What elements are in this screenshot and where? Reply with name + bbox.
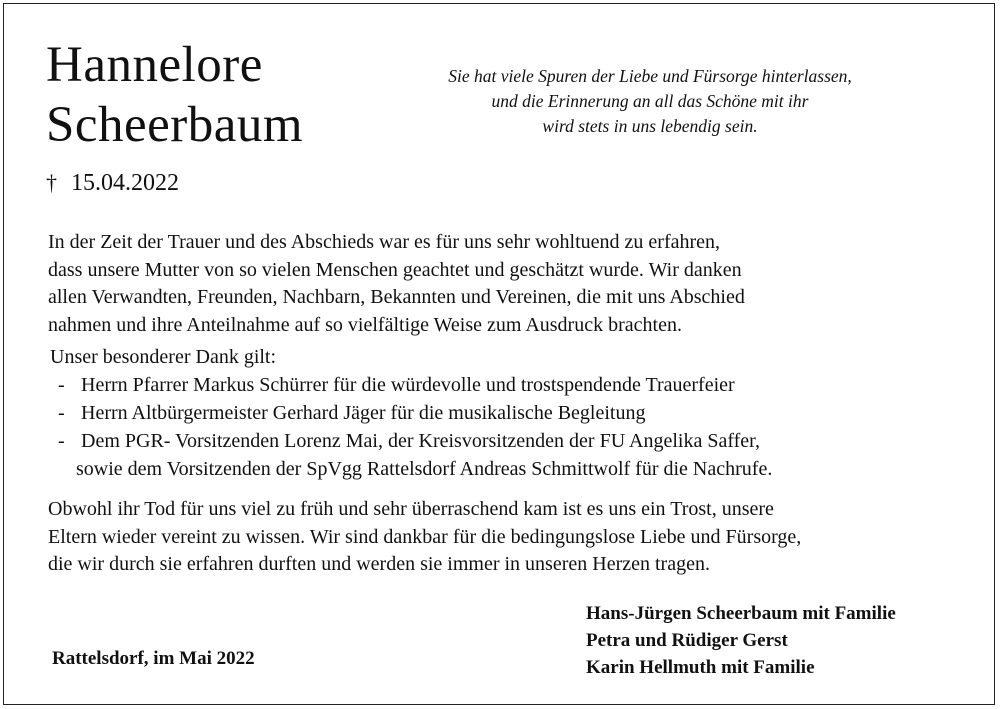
signers-block [586, 600, 896, 681]
paragraph-line: nahmen und ihre Anteilnahme auf so vielfältige Weise zum Ausdruck brachten. [48, 313, 682, 336]
dash-bullet: - [58, 374, 65, 396]
thanks-item-text: Dem PGR- Vorsitzenden Lorenz Mai, der Kreisvorsitzenden der FU Angelika Saffer, [81, 430, 761, 452]
thanks-item-text: Herrn Altbürgermeister Gerhard Jäger für die musikalische Begleitung [81, 402, 646, 424]
memorial-quote [380, 64, 920, 139]
thanks-item [50, 371, 772, 399]
deceased-first-name: Hannelore [46, 37, 263, 93]
intro-paragraph [48, 229, 745, 339]
thanks-item [50, 427, 772, 455]
paragraph-line: allen Verwandten, Freunden, Nachbarn, Bekannten und Vereinen, die mit uns Abschied [48, 286, 745, 308]
deceased-last-name: Scheerbaum [46, 97, 304, 153]
paragraph-line: Obwohl ihr Tod für uns viel zu früh und sehr überraschend kam ist es uns ein Trost, unsere [48, 498, 774, 520]
death-date: 15.04.2022 [71, 170, 179, 196]
thanks-item-continuation: sowie dem Vorsitzenden der SpVgg Rattelsdorf Andreas Schmittwolf für die Nachrufe. [76, 458, 773, 480]
death-date-line [46, 170, 179, 197]
thanks-item-text: Herrn Pfarrer Markus Schürrer für die würdevolle und trostspendende Trauerfeier [81, 374, 735, 396]
place-date: Rattelsdorf, im Mai 2022 [52, 648, 255, 669]
signer-name: Hans-Jürgen Scheerbaum mit Familie [586, 603, 896, 624]
closing-paragraph [48, 496, 801, 579]
thanks-section [50, 343, 772, 483]
quote-line: Sie hat viele Spuren der Liebe und Fürsorge hinterlassen, [448, 66, 852, 86]
thanks-item [50, 399, 772, 427]
paragraph-line: In der Zeit der Trauer und des Abschieds war es für uns sehr wohltuend zu erfahren, [48, 231, 721, 253]
dash-bullet: - [58, 402, 65, 424]
quote-line: und die Erinnerung an all das Schöne mit ihr [491, 91, 809, 111]
signer-name: Petra und Rüdiger Gerst [586, 630, 788, 651]
paragraph-line: Eltern wieder vereint zu wissen. Wir sind dankbar für die bedingungslose Liebe und Fürsorge, [48, 525, 802, 548]
thanks-heading: Unser besonderer Dank gilt: [50, 346, 277, 368]
paragraph-line: die wir durch sie erfahren durften und werden sie immer in unseren Herzen tragen. [48, 553, 710, 575]
signer-name: Karin Hellmuth mit Familie [586, 657, 815, 678]
quote-line: wird stets in uns lebendig sein. [542, 116, 758, 136]
dagger-icon: † [46, 170, 57, 195]
paragraph-line: dass unsere Mutter von so vielen Menschen geachtet und geschätzt wurde. Wir danken [48, 258, 742, 281]
dash-bullet: - [58, 430, 65, 452]
